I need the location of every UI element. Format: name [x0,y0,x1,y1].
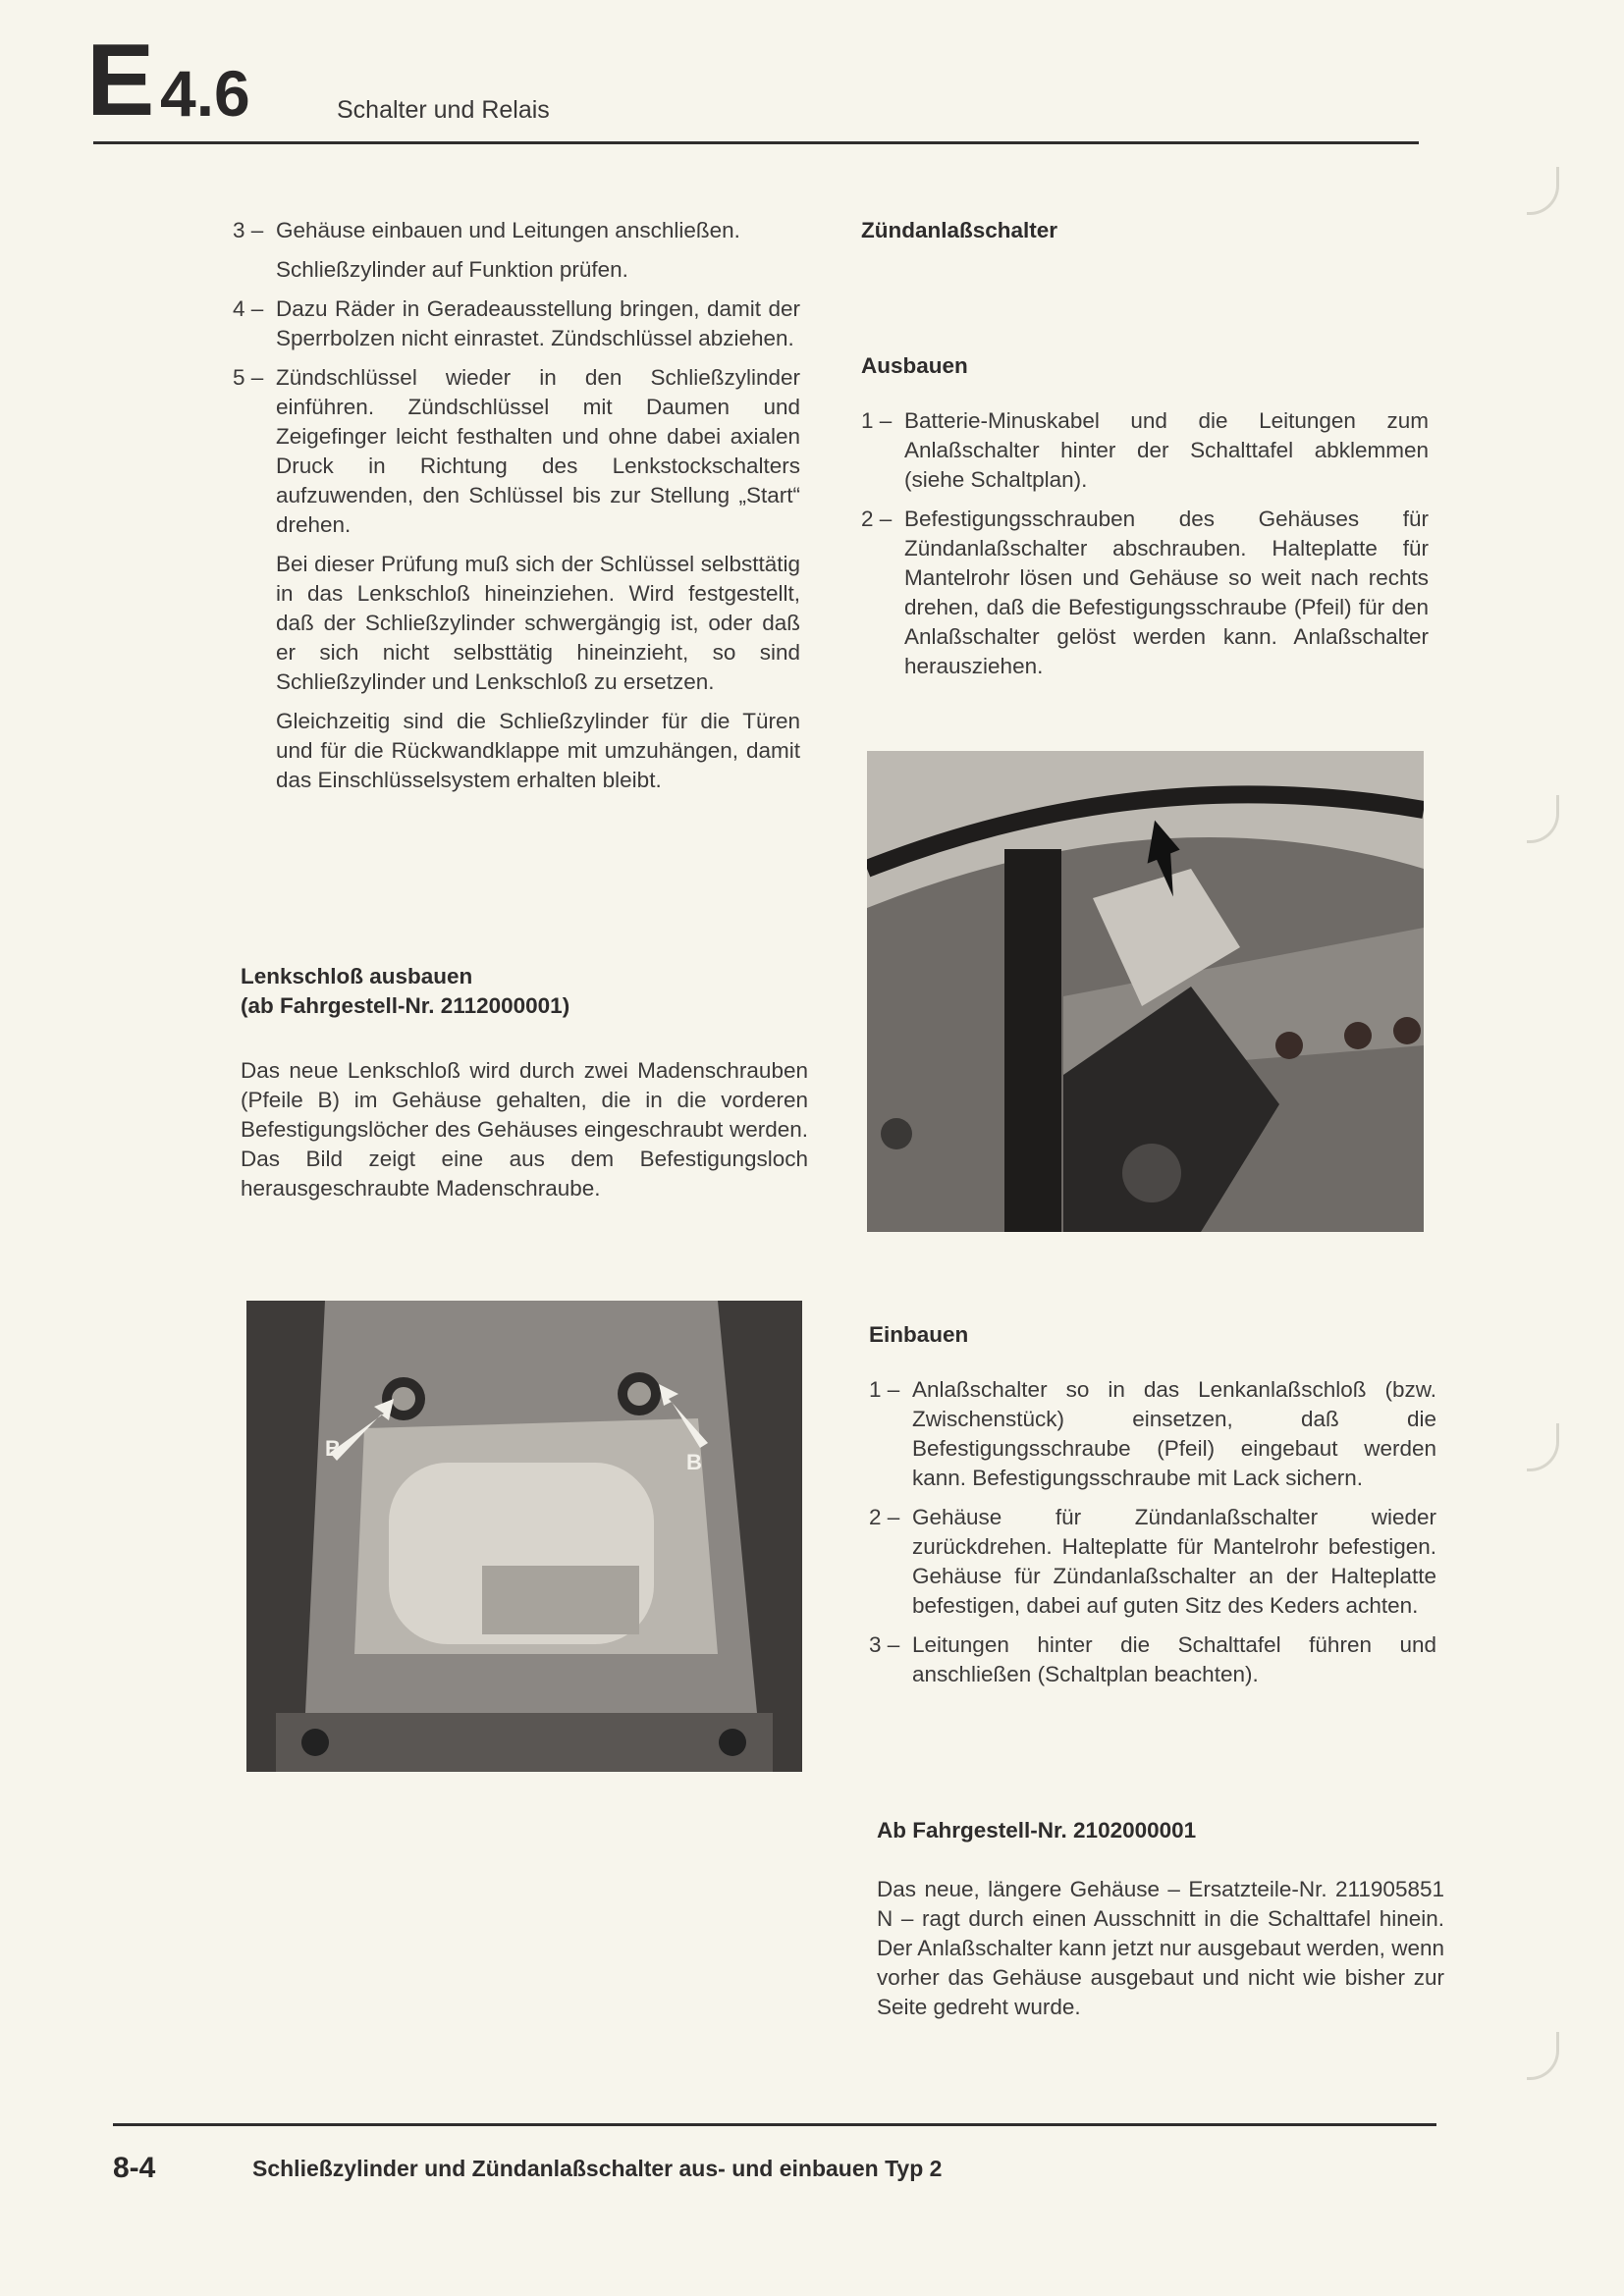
chapter-title: Schalter und Relais [337,96,550,124]
step-number: 5 – [233,365,264,390]
step-note: Bei dieser Prüfung muß sich der Schlüssel selbsttätig in das Lenkschloß hineinziehen. Wird festgestellt, daß der Schließzylinder schwergängig ist, oder daß er sich nicht selbsttätig hineinzieht, so sind Schließzylinder und Lenkschloß zu ersetzen. [276,552,800,694]
fahrgestell-section [877,1816,1444,2022]
step-text: Zündschlüssel wieder in den Schließzylinder einführen. Zündschlüssel mit Daumen und Zeigefinger leicht festhalten und ohne dabei axialen Druck in Richtung des Lenkstockschalters aufzuwenden, den Schlüssel bis zur Stellung „Start“ drehen. [276,365,800,537]
binder-tab [1527,795,1559,843]
arrow-label-b: B [325,1436,341,1461]
step-number: 3 – [869,1632,900,1657]
einbauen-step-2 [869,1503,1436,1621]
step-text: Anlaßschalter so in das Lenkanlaßschloß (bzw. Zwischenstück) einsetzen, daß die Befestigungsschraube (Pfeil) eingebaut werden kann. Befestigungsschraube mit Lack sichern. [912,1377,1436,1490]
section-heading: Zündanlaßschalter [861,218,1058,242]
page-number: 8-4 [113,2152,156,2184]
left-steps [233,216,800,805]
zuendanlassschalter-photo [867,751,1424,1232]
step-note: Gleichzeitig sind die Schließzylinder für die Türen und für die Rückwandklappe mit umzuhängen, damit das Einschlüsselsystem erhalten bleibt. [276,709,800,792]
einbauen-step-1 [869,1375,1436,1493]
zuendanlassschalter-section [861,216,1429,691]
step-number: 3 – [233,218,264,242]
section-subheading: (ab Fahrgestell-Nr. 2112000001) [241,993,570,1018]
footer-title: Schließzylinder und Zündanlaßschalter aus- und einbauen Typ 2 [252,2156,943,2181]
step-number: 4 – [233,296,264,321]
step-4 [233,294,800,353]
section-heading: Ab Fahrgestell-Nr. 2102000001 [877,1818,1197,1842]
photo-illustration [867,751,1424,1232]
step-number: 2 – [861,507,893,531]
footer-rule [113,2123,1436,2126]
ausbauen-step-2 [861,505,1429,681]
einbauen-heading: Einbauen [869,1322,969,1347]
step-number: 1 – [869,1377,900,1402]
step-3 [233,216,800,245]
lenkschloss-photo [246,1301,802,1772]
section-number: 4.6 [160,57,250,130]
step-text: Dazu Räder in Geradeausstellung bringen, damit der Sperrbolzen nicht einrastet. Zündschlüssel abziehen. [276,296,800,350]
ausbauen-heading: Ausbauen [861,353,968,378]
step-5 [233,363,800,540]
step-number: 2 – [869,1505,900,1529]
step-text: Gehäuse für Zündanlaßschalter wieder zurückdrehen. Halteplatte für Mantelrohr befestigen. Gehäuse für Zündanlaßschalter an der Halteplatte befestigen, dabei auf guten Sitz des Keders achten. [912,1505,1436,1618]
section-text: Das neue Lenkschloß wird durch zwei Madenschrauben (Pfeile B) im Gehäuse gehalten, die in die vorderen Befestigungslöcher des Gehäuses eingeschraubt werden. Das Bild zeigt eine aus dem Befestigungsloch herausgeschraubte Madenschraube. [241,1058,808,1201]
step-note: Schließzylinder auf Funktion prüfen. [276,257,628,282]
step-text: Befestigungsschrauben des Gehäuses für Zündanlaßschalter abschrauben. Halteplatte für Mantelrohr lösen und Gehäuse so weit nach rechts drehen, daß die Befestigungsschraube (Pfeil) für den Anlaßschalter gelöst werden kann. Anlaßschalter herausziehen. [904,507,1429,678]
ausbauen-step-1 [861,406,1429,495]
section-text: Das neue, längere Gehäuse – Ersatzteile-Nr. 211905851 N – ragt durch einen Ausschnitt in die Schalttafel hinein. Der Anlaßschalter kann jetzt nur ausgebaut werden, wenn vorher das Gehäuse ausgebaut und nicht wie bisher zur Seite gedreht wurde. [877,1877,1444,2019]
step-number: 1 – [861,408,893,433]
binder-tab [1527,2032,1559,2080]
einbauen-step-3 [869,1630,1436,1689]
section-letter: E [86,24,153,137]
section-heading: Lenkschloß ausbauen [241,964,473,988]
lenkschloss-section [241,962,808,1203]
binder-tab [1527,1423,1559,1471]
header-rule [93,141,1419,144]
step-text: Gehäuse einbauen und Leitungen anschließen. [276,218,740,242]
binder-tab [1527,167,1559,215]
step-text: Batterie-Minuskabel und die Leitungen zum Anlaßschalter hinter der Schalttafel abklemmen (siehe Schaltplan). [904,408,1429,492]
einbauen-section [869,1320,1436,1699]
step-text: Leitungen hinter die Schalttafel führen und anschließen (Schaltplan beachten). [912,1632,1436,1686]
photo-illustration [246,1301,802,1772]
arrow-label-b: B [686,1450,702,1474]
